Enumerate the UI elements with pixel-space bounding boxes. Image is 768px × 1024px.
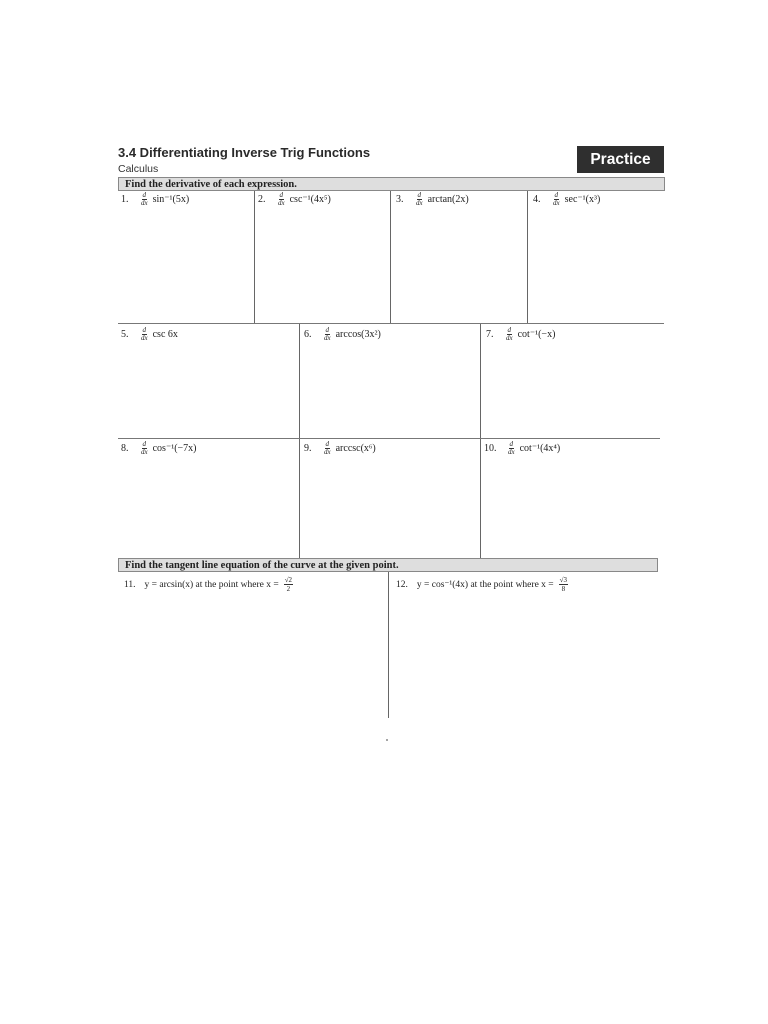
derivative-operator: $\frac{d}{dx}$ [553, 191, 560, 207]
problem-number: 5. [121, 329, 129, 340]
problem-number: 11. [124, 579, 136, 590]
problem-expression: cot⁻¹(−x) [517, 329, 556, 340]
scan-speck [386, 739, 388, 741]
grid-divider [299, 324, 300, 558]
worksheet-title: 3.4 Differentiating Inverse Trig Functions [118, 145, 371, 160]
problem-expression: cot⁻¹(4x⁴) [519, 443, 561, 454]
problem-8 [121, 441, 197, 456]
derivative-operator: $\frac{d}{dx}$ [324, 326, 331, 342]
problem-1 [121, 192, 189, 207]
problem-number: 9. [304, 443, 312, 454]
problem-expression: arccos(3x²) [335, 329, 381, 340]
problem-expression: sin⁻¹(5x) [152, 194, 190, 205]
derivative-operator: $\frac{d}{dx}$ [141, 191, 148, 207]
problem-number: 12. [396, 579, 408, 590]
problem-12 [396, 576, 568, 593]
derivative-section-header: Find the derivative of each expression. [118, 177, 665, 191]
problem-text: y = cos⁻¹(4x) at the point where x = [416, 580, 554, 590]
grid-divider [390, 191, 391, 324]
problem-expression: arccsc(x⁶) [335, 443, 376, 454]
grid-divider [480, 324, 481, 558]
derivative-operator: $\frac{d}{dx}$ [416, 191, 423, 207]
derivative-operator: $\frac{d}{dx}$ [141, 326, 148, 342]
problem-expression: cos⁻¹(−7x) [152, 443, 197, 454]
problem-10 [484, 441, 560, 456]
problem-number: 8. [121, 443, 129, 454]
problem-expression: sec⁻¹(x³) [564, 194, 601, 205]
problem-expression: arctan(2x) [427, 194, 469, 205]
grid-divider [118, 323, 664, 324]
derivative-operator: $\frac{d}{dx}$ [508, 440, 515, 456]
tangent-section-header: Find the tangent line equation of the curve at the given point. [118, 558, 658, 572]
problem-11 [124, 576, 293, 593]
grid-divider [527, 191, 528, 324]
grid-divider [388, 572, 389, 718]
problem-3 [396, 192, 469, 207]
problem-number: 1. [121, 194, 129, 205]
problem-number: 3. [396, 194, 404, 205]
problem-2 [258, 192, 331, 207]
problem-number: 10. [484, 443, 497, 454]
derivative-operator: $\frac{d}{dx}$ [506, 326, 513, 342]
problem-4 [533, 192, 600, 207]
grid-divider [254, 191, 255, 324]
grid-divider [118, 438, 660, 439]
point-fraction: $\frac{√3}{8}$ [559, 576, 567, 593]
problem-text: y = arcsin(x) at the point where x = [144, 579, 279, 590]
problem-expression: csc⁻¹(4x⁵) [289, 194, 331, 205]
problem-7 [486, 327, 555, 342]
problem-number: 6. [304, 329, 312, 340]
derivative-operator: $\frac{d}{dx}$ [141, 440, 148, 456]
problem-expression: csc 6x [152, 329, 178, 340]
problem-5 [121, 327, 178, 342]
problem-6 [304, 327, 381, 342]
derivative-operator: $\frac{d}{dx}$ [278, 191, 285, 207]
problem-9 [304, 441, 376, 456]
practice-badge: Practice [577, 146, 664, 173]
problem-number: 7. [486, 329, 494, 340]
derivative-operator: $\frac{d}{dx}$ [324, 440, 331, 456]
problem-number: 4. [533, 194, 541, 205]
course-subtitle: Calculus [118, 163, 159, 175]
point-fraction: $\frac{√2}{2}$ [284, 576, 293, 593]
problem-number: 2. [258, 194, 266, 205]
